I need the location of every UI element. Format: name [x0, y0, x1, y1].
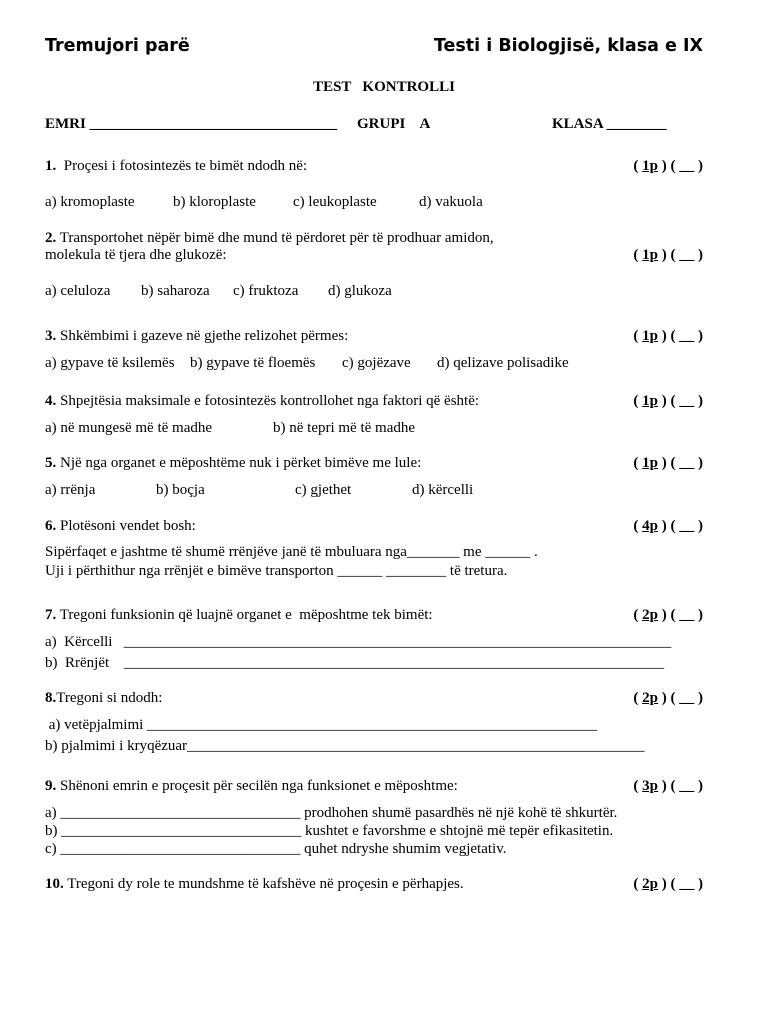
answer-line[interactable]: c) ________________________________ quhet ndryshe shumim vegjetativ.: [45, 841, 507, 857]
group-label: GRUPI A: [357, 116, 431, 132]
name-field[interactable]: EMRI _________________________________: [45, 116, 338, 132]
points-value: 1p: [642, 247, 658, 263]
question-text-continued: molekula të tjera dhe glukozë:: [45, 247, 227, 263]
question-text: Një nga organet e mëposhtëme nuk i përket bimëve me lule:: [56, 455, 422, 471]
points-box: ( 1p ) ( __ ): [633, 393, 703, 409]
points-value: 1p: [642, 455, 658, 471]
points-value: 4p: [642, 518, 658, 534]
option[interactable]: d) kërcelli: [412, 482, 474, 498]
question-6: [45, 518, 196, 535]
question-text: Plotësoni vendet bosh:: [56, 518, 196, 534]
question-3: [45, 328, 348, 345]
question-number: 10.: [45, 876, 64, 892]
points-box: ( 3p ) ( __ ): [633, 778, 703, 794]
question-text: Tregoni si ndodh:: [56, 690, 163, 706]
question-number: 2.: [45, 230, 57, 246]
option[interactable]: d) qelizave polisadike: [437, 355, 569, 371]
class-field[interactable]: KLASA ________: [552, 116, 667, 132]
points-value: 3p: [642, 778, 658, 794]
fill-in-line[interactable]: Uji i përthithur nga rrënjët e bimëve transporton ______ ________ të tretura.: [45, 563, 508, 579]
option[interactable]: a) kromoplaste: [45, 194, 135, 210]
question-text: Tregoni funksionin që luajnë organet e mëposhtme tek bimët:: [56, 607, 433, 623]
answer-line[interactable]: a) vetëpjalmimi ____________________________________________________________: [45, 717, 598, 733]
option[interactable]: a) celuloza: [45, 283, 111, 299]
points-value: 2p: [642, 690, 658, 706]
question-text: Transportohet nëpër bimë dhe mund të përdoret për të prodhuar amidon,: [56, 230, 494, 246]
option[interactable]: b) gypave të floemës: [190, 355, 316, 371]
score-blank[interactable]: __: [679, 690, 695, 706]
answer-line[interactable]: a) ________________________________ prodhohen shumë pasardhës në një kohë të shkurtër.: [45, 805, 618, 821]
question-text: Shënoni emrin e proçesit për secilën nga funksionet e mëposhtme:: [56, 778, 458, 794]
question-5: [45, 455, 421, 472]
points-box: ( 2p ) ( __ ): [633, 607, 703, 623]
option[interactable]: c) gjethet: [295, 482, 352, 498]
score-blank[interactable]: __: [679, 607, 695, 623]
answer-line[interactable]: b) Rrënjët ________________________________________________________________________: [45, 655, 665, 671]
score-blank[interactable]: __: [679, 778, 695, 794]
question-text: Shpejtësia maksimale e fotosintezës kontrollohet nga faktori që është:: [56, 393, 480, 409]
question-text: Proçesi i fotosintezës te bimët ndodh në:: [56, 158, 308, 174]
question-text: Shkëmbimi i gazeve në gjethe relizohet përmes:: [56, 328, 349, 344]
score-blank[interactable]: __: [679, 393, 695, 409]
points-value: 1p: [642, 328, 658, 344]
option[interactable]: a) rrënja: [45, 482, 96, 498]
question-4: [45, 393, 479, 410]
score-blank[interactable]: __: [679, 328, 695, 344]
option[interactable]: c) leukoplaste: [293, 194, 377, 210]
option[interactable]: a) në mungesë më të madhe: [45, 420, 213, 436]
question-1: [45, 158, 307, 175]
question-number: 5.: [45, 455, 57, 471]
question-number: 4.: [45, 393, 57, 409]
fill-in-line[interactable]: Sipërfaqet e jashtme të shumë rrënjëve janë të mbuluara nga_______ me ______ .: [45, 544, 538, 560]
option[interactable]: d) glukoza: [328, 283, 392, 299]
points-box: ( 1p ) ( __ ): [633, 158, 703, 174]
question-number: 3.: [45, 328, 57, 344]
question-8: [45, 690, 162, 707]
answer-line[interactable]: b) pjalmimi i kryqëzuar_____________________________________________________________: [45, 738, 645, 754]
points-box: ( 4p ) ( __ ): [633, 518, 703, 534]
term-label: Tremujori parë: [45, 36, 190, 56]
points-value: 2p: [642, 876, 658, 892]
option[interactable]: d) vakuola: [419, 194, 483, 210]
option[interactable]: c) gojëzave: [342, 355, 411, 371]
option[interactable]: a) gypave të ksilemës: [45, 355, 175, 371]
points-box: ( 1p ) ( __ ): [633, 328, 703, 344]
score-blank[interactable]: __: [679, 876, 695, 892]
question-text: Tregoni dy role te mundshme të kafshëve në proçesin e përhapjes.: [63, 876, 464, 892]
answer-line[interactable]: a) Kërcelli _________________________________________________________________________: [45, 634, 672, 650]
page-title: TEST KONTROLLI: [313, 79, 455, 95]
question-number: 6.: [45, 518, 57, 534]
question-10: [45, 876, 464, 893]
option[interactable]: b) boçja: [156, 482, 205, 498]
points-value: 1p: [642, 393, 658, 409]
answer-line[interactable]: b) ________________________________ kushtet e favorshme e shtojnë më tepër efikasitetin.: [45, 823, 614, 839]
points-box: ( 1p ) ( __ ): [633, 455, 703, 471]
points-value: 1p: [642, 158, 658, 174]
question-number: 7.: [45, 607, 57, 623]
points-box: ( 2p ) ( __ ): [633, 876, 703, 892]
option[interactable]: b) në tepri më të madhe: [273, 420, 416, 436]
points-box: ( 1p ) ( __ ): [633, 247, 703, 263]
option[interactable]: b) saharoza: [141, 283, 210, 299]
question-9: [45, 778, 458, 795]
points-value: 2p: [642, 607, 658, 623]
option[interactable]: c) fruktoza: [233, 283, 299, 299]
score-blank[interactable]: __: [679, 247, 695, 263]
question-2: [45, 230, 494, 247]
question-number: 1.: [45, 158, 57, 174]
test-subject-title: Testi i Biologjisë, klasa e IX: [433, 36, 703, 56]
question-number: 8.: [45, 690, 57, 706]
score-blank[interactable]: __: [679, 455, 695, 471]
question-number: 9.: [45, 778, 57, 794]
question-7: [45, 607, 433, 624]
score-blank[interactable]: __: [679, 158, 695, 174]
points-box: ( 2p ) ( __ ): [633, 690, 703, 706]
option[interactable]: b) kloroplaste: [173, 194, 256, 210]
score-blank[interactable]: __: [679, 518, 695, 534]
